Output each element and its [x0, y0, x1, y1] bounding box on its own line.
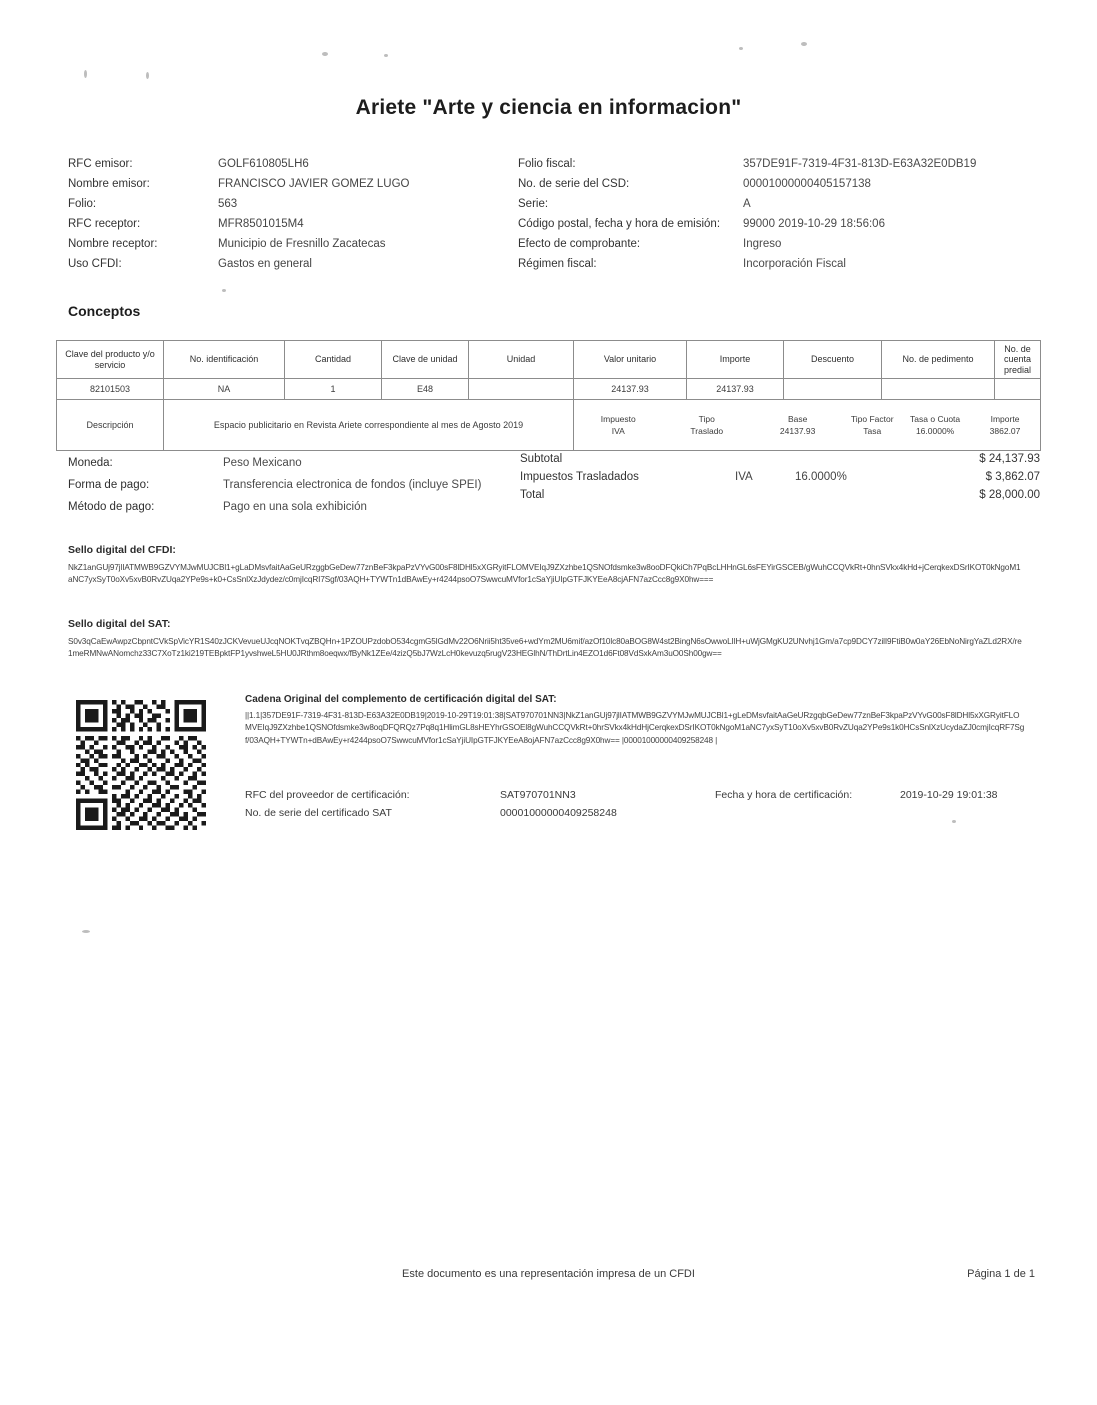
scan-speckle — [739, 47, 743, 50]
totals-row-total — [520, 486, 1040, 504]
value-descripcion: Espacio publicitario en Revista Ariete correspondiente al mes de Agosto 2019 — [164, 400, 574, 451]
col-descuento: Descuento — [784, 341, 882, 379]
label-nombre-receptor: Nombre receptor: — [68, 237, 158, 250]
col-tipo-factor: Tipo Factor — [850, 414, 894, 425]
col-no-cuenta-predial: No. de cuenta predial — [995, 341, 1041, 379]
scan-speckle — [82, 930, 90, 933]
col-cantidad: Cantidad — [285, 341, 382, 379]
col-tipo: Tipo — [698, 414, 715, 425]
page-title: Ariete "Arte y ciencia en informacion" — [355, 96, 742, 119]
conceptos-section-title: Conceptos — [68, 303, 141, 319]
totals-row-subtotal — [520, 450, 1040, 468]
cell-no-identificacion: NA — [164, 379, 285, 400]
value-nombre-receptor: Municipio de Fresnillo Zacatecas — [218, 237, 386, 250]
label-rfc-receptor: RFC receptor: — [68, 217, 141, 230]
col-unidad: Unidad — [469, 341, 574, 379]
conceptos-header-row — [57, 341, 1041, 379]
label-nombre-emisor: Nombre emisor: — [68, 178, 150, 191]
cell-tasa-cuota: 16.0000% — [915, 426, 955, 437]
value-cadena-original: ||1.1|357DE91F-7319-4F31-813D-E63A32E0DB19|2019-10-29T19:01:38|SAT970701NN3|NkZ1anGUj97jlIATMWB9GZVYMJwMUJCBl1+gLeDMsvfaitAaGeURzgqbGeDew77znBeF3kpaPzVYvG00sF8lDHl5xXGRyitFLOMVEIqJ9ZXzhbe1QSNOfdsmke3w8oqDFQRQz7Pq8q1HlimGL8sHEYhrGSOEl8gWuhCCQVkRt+0hrSVkx4kHdHjCerqkexDSrIKOT0kNgoM1aNC7yxSyT10oXv5xvB0RvZUqa2YPe9s1k0HCsSnlXzUcydaZJ0cmjIcqRF7Sgf/03AQH+TYWTn+dBAwEy+r4244psoO7SwwcuMVfor1cSaYjiUIpGTFJKYEeA8ojAFN7azCcc8g9X0hw== |00001000000409258248 | — [245, 711, 1025, 745]
label-subtotal: Subtotal — [520, 453, 563, 465]
value-fecha-certificacion: 2019-10-29 19:01:38 — [900, 789, 998, 801]
scan-speckle — [146, 72, 149, 79]
value-rfc-receptor: MFR8501015M4 — [218, 217, 304, 230]
cell-valor-unitario: 24137.93 — [574, 379, 687, 400]
header-row — [68, 235, 1028, 255]
qr-code-icon — [76, 700, 206, 830]
label-descripcion: Descripción — [57, 400, 164, 451]
col-importe: Importe — [687, 341, 784, 379]
cell-unidad — [469, 379, 574, 400]
cell-no-pedimento — [882, 379, 995, 400]
conceptos-table — [56, 340, 1041, 451]
totals-row-trasladados — [520, 468, 1040, 486]
label-sello-cfdi: Sello digital del CFDI: — [68, 544, 176, 556]
qr-code-svg — [76, 700, 206, 830]
value-rfc-proveedor-certificacion: SAT970701NN3 — [500, 789, 576, 801]
scan-speckle — [222, 289, 226, 292]
value-serie-certificado-sat: 00001000000409258248 — [500, 807, 617, 819]
col-no-pedimento: No. de pedimento — [882, 341, 995, 379]
subtotal-spacer2 — [795, 450, 900, 468]
label-total: Total — [520, 489, 545, 501]
cell-cantidad: 1 — [285, 379, 382, 400]
cert-spacer2 — [900, 804, 1035, 822]
value-sello-cfdi: NkZ1anGUj97jlIATMWB9GZVYMJwMUJCBl1+gLaDMsvfaitAaGeURzggbGeDew77znBeF3kpaPzVYvG00sF8lDHl5xXGRyitFLOMVEIqJ9ZXzhbe1QSNOfdsmke3w8ooDFQkiCh7PqBcLHHnGL6sFEYirGSCEB/gWuhCCQVkRt+0hnSVkx4kHd+jCerqkexDSrIKOT0kNgoM1aNC7yxSyT0oXv5xvB0RvZUqa2YPe9s+k0+CsSnlXzJdydez/c0mjIcqRI7Sgf/03AQH+TYWTn1dBAwEy+r4244psoO7SwwcuMVfor1cSaYjiUIpGTFJKYEeA8cjAFN7azCcc8g9X0hw=== — [68, 563, 1021, 585]
conceptos-data-row — [57, 379, 1041, 400]
value-metodo-pago: Pago en una sola exhibición — [223, 501, 367, 514]
value-rfc-emisor: GOLF610805LH6 — [218, 158, 309, 171]
header-row — [68, 175, 1028, 195]
cell-no-cuenta-predial — [995, 379, 1041, 400]
label-cadena-original: Cadena Original del complemento de certificación digital del SAT: — [245, 694, 557, 705]
col-clave-producto: Clave del producto y/o servicio — [57, 341, 164, 379]
value-impuesto-tasa: 16.0000% — [795, 471, 847, 483]
cell-tipo-factor: Tasa — [863, 426, 882, 437]
label-regimen-fiscal: Régimen fiscal: — [518, 257, 597, 270]
value-efecto-comprobante: Ingreso — [743, 237, 782, 250]
certificacion-info — [245, 786, 1035, 822]
value-impuesto-tipo: IVA — [735, 471, 753, 483]
col-clave-unidad: Clave de unidad — [382, 341, 469, 379]
header-row — [68, 215, 1028, 235]
value-serie: A — [743, 197, 751, 210]
col-impuesto: Impuesto — [600, 414, 636, 425]
header-row — [68, 155, 1028, 175]
total-spacer2 — [795, 486, 900, 504]
col-base: Base — [787, 414, 808, 425]
value-nombre-emisor: FRANCISCO JAVIER GOMEZ LUGO — [218, 178, 410, 191]
label-forma-pago: Forma de pago: — [68, 479, 150, 492]
conceptos-descripcion-row — [57, 400, 1041, 451]
label-serie-csd: No. de serie del CSD: — [518, 178, 630, 191]
value-folio-fiscal: 357DE91F-7319-4F31-813D-E63A32E0DB19 — [743, 158, 977, 171]
col-tasa-cuota: Tasa o Cuota — [910, 414, 961, 425]
payment-row — [68, 474, 481, 496]
certificacion-row — [245, 786, 1035, 804]
label-folio: Folio: — [68, 197, 97, 210]
label-moneda: Moneda: — [68, 457, 113, 469]
label-rfc-proveedor-certificacion: RFC del proveedor de certificación: — [245, 789, 410, 801]
label-metodo-pago: Método de pago: — [68, 501, 155, 514]
subtotal-spacer — [735, 450, 795, 468]
payment-row — [68, 496, 481, 518]
header-row — [68, 254, 1028, 274]
label-fecha-certificacion: Fecha y hora de certificación: — [715, 789, 853, 801]
value-regimen-fiscal: Incorporación Fiscal — [743, 257, 846, 270]
cert-spacer — [715, 804, 900, 822]
label-uso-cfdi: Uso CFDI: — [68, 257, 122, 270]
invoice-header-info — [68, 155, 1028, 274]
impuestos-data-row — [574, 425, 1040, 437]
value-folio: 563 — [218, 197, 238, 210]
impuestos-subtable — [574, 413, 1040, 437]
cell-impuesto: IVA — [611, 426, 625, 437]
col-no-identificacion: No. identificación — [164, 341, 285, 379]
footer-note: Este documento es una representación impresa de un CFDI — [402, 1268, 695, 1280]
label-codigo-postal: Código postal, fecha y hora de emisión: — [518, 217, 721, 230]
value-total: $ 28,000.00 — [979, 489, 1040, 501]
impuestos-header-row — [574, 413, 1040, 425]
label-impuestos-trasladados: Impuestos Trasladados — [520, 471, 639, 483]
label-serie-certificado-sat: No. de serie del certificado SAT — [245, 807, 392, 819]
col-importe-impuesto: Importe — [990, 414, 1020, 425]
value-subtotal: $ 24,137.93 — [979, 453, 1040, 465]
value-serie-csd: 00001000000405157138 — [743, 178, 871, 191]
label-folio-fiscal: Folio fiscal: — [518, 158, 576, 171]
label-sello-sat: Sello digital del SAT: — [68, 618, 171, 630]
scan-speckle — [322, 52, 328, 56]
cell-base: 24137.93 — [779, 426, 816, 437]
cell-clave-producto: 82101503 — [57, 379, 164, 400]
value-forma-pago: Transferencia electronica de fondos (incluye SPEI) — [223, 479, 482, 492]
total-spacer — [735, 486, 795, 504]
value-sello-sat: S0v3qCaEwAwpzCbpntCVkSpVicYR1S40zJCKVevueUJcqNOKTvqZBQHn+1PZOUPzdobO534cgmG5lGdMv22O6Nrii5ht35ve6+wdYm2MU6mif/azOf10lc80aBOG8W4st2BingN6sOwwoLIlH+uWjGMgKU2UNvhj1Gm/a7cp9DCY7zilI9FtiB0w0aY26EbNoNirgYaZLd2RX/re1meRMNwANomchz33C7XoTz1ki219TEBpktFP1yvshweL5HU0JRthm8oeqwx/fByNk1ZEe/4zizQ5bJ7WzLcH0kevuzq5rugV23HEGlhN/ThDrtLin4EZO1d6Ft08VdSxkAm3uO0Sh00gw== — [68, 637, 1022, 659]
scan-speckle — [84, 70, 87, 78]
cell-clave-unidad: E48 — [382, 379, 469, 400]
cell-importe-impuesto: 3862.07 — [989, 426, 1021, 437]
scan-speckle — [384, 54, 388, 57]
label-efecto-comprobante: Efecto de comprobante: — [518, 237, 641, 250]
value-codigo-postal: 99000 2019-10-29 18:56:06 — [743, 217, 885, 230]
footer-page-number: Página 1 de 1 — [967, 1268, 1035, 1280]
header-row — [68, 195, 1028, 215]
cell-descuento — [784, 379, 882, 400]
totals-block — [520, 450, 1040, 504]
impuestos-subtable-cell — [574, 400, 1041, 451]
payment-row — [68, 452, 481, 474]
cell-importe: 24137.93 — [687, 379, 784, 400]
value-uso-cfdi: Gastos en general — [218, 257, 312, 270]
col-valor-unitario: Valor unitario — [574, 341, 687, 379]
label-rfc-emisor: RFC emisor: — [68, 158, 133, 171]
label-serie: Serie: — [518, 197, 549, 210]
value-impuestos-trasladados: $ 3,862.07 — [985, 471, 1040, 483]
value-moneda: Peso Mexicano — [223, 457, 302, 469]
certificacion-row — [245, 804, 1035, 822]
cell-tipo: Traslado — [690, 426, 724, 437]
payment-info — [68, 452, 481, 518]
scan-speckle — [801, 42, 807, 46]
